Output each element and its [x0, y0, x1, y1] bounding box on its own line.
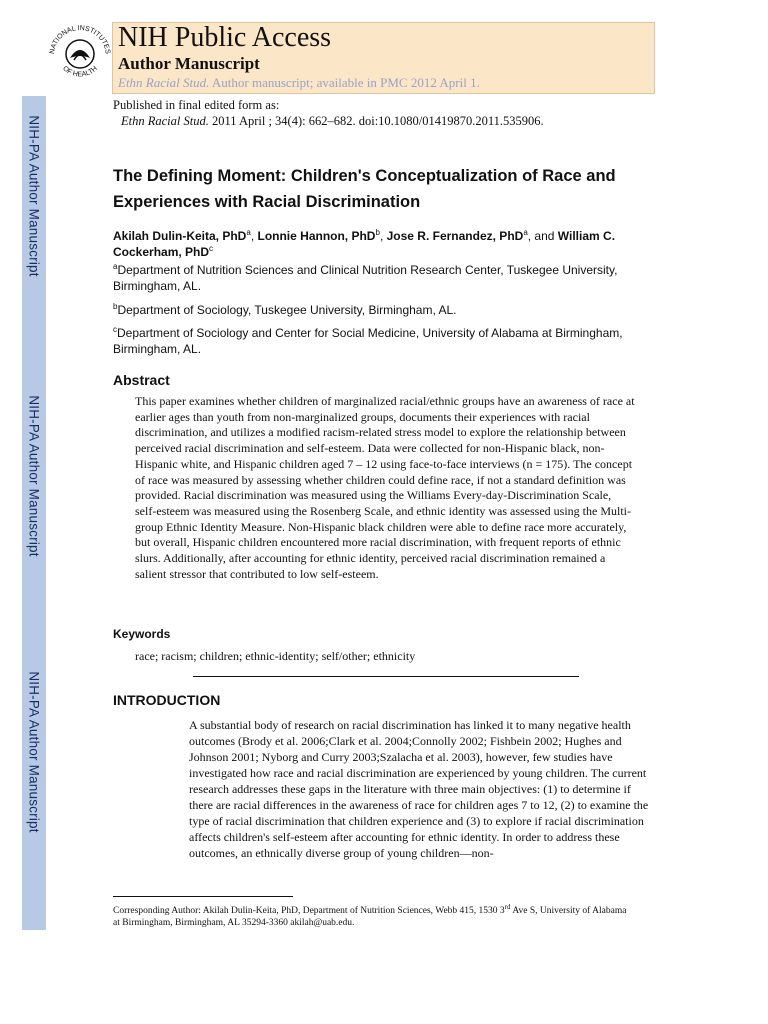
sidebar-label-2: NIH-PA Author Manuscript	[26, 395, 42, 557]
author-name: Jose R. Fernandez, PhD	[386, 229, 524, 243]
corresponding-author-footnote: Corresponding Author: Akilah Dulin-Keita, PhD, Department of Nutrition Sciences, Webb 415, 1530 3rd Ave S, University of Alabama at Birmingham, Birmingham, AL 35294-3360 akilah@uab.edu.	[113, 902, 627, 928]
footnote-divider	[113, 896, 293, 897]
section-divider	[193, 676, 579, 677]
author-name: Akilah Dulin-Keita, PhD	[113, 229, 247, 243]
sidebar-label-1: NIH-PA Author Manuscript	[26, 115, 42, 277]
citation-journal: Ethn Racial Stud.	[121, 114, 209, 128]
citation	[121, 114, 544, 129]
availability-text: Author manuscript; available in PMC 2012 April 1.	[211, 75, 480, 90]
published-label: Published in final edited form as:	[113, 98, 280, 112]
citation-details: 2011 April ; 34(4): 662–682. doi:10.1080/01419870.2011.535906.	[211, 114, 544, 128]
author-list: Akilah Dulin-Keita, PhD$^a$, Lonnie Hannon, PhD$^b$, Jose R. Fernandez, PhD$^a$, and William C. Cockerham, PhD$^c$	[113, 228, 616, 259]
author-affil-sup: c	[209, 244, 214, 253]
sidebar-label-3: NIH-PA Author Manuscript	[26, 671, 42, 833]
author-affil-sup: a	[523, 228, 528, 237]
author-affil-sup: a	[246, 228, 251, 237]
affiliation-c: $^c$Department of Sociology and Center for Social Medicine, University of Alabama at Birmingham, Birmingham, AL.	[113, 325, 623, 356]
keywords-heading: Keywords	[113, 627, 171, 641]
introduction-text: A substantial body of research on racial discrimination has linked it to many negative health outcomes (Brody et al. 2006;Clark et al. 2004;Connolly 2002; Fishbein 2002; Hughes and Johnson 2001; Nyborg and Curry 2003;Szalacha et al. 2003), however, few studies have investigated how race and racial discrimination are experienced by young children. The current research addresses these gaps in the literature with three main objectives: (1) to determine if there are racial differences in the awareness of race for children ages 7 to 12, (2) to examine the type of racial discrimination that children experience and (3) to explore if racial discrimination affects children's self-esteem after accounting for ethnic identity. In order to address these outcomes, an ethnically diverse group of young children—non-	[189, 718, 649, 860]
author-manuscript-label: Author Manuscript	[118, 54, 260, 73]
logo-text-top: NATIONAL INSTITUTES	[49, 24, 111, 55]
article-title: The Defining Moment: Children's Conceptualization of Race and Experiences with Racial Discrimination	[113, 167, 616, 211]
affiliation-b: $^b$Department of Sociology, Tuskegee University, Birmingham, AL.	[113, 302, 457, 317]
journal-name: Ethn Racial Stud.	[118, 75, 210, 90]
abstract-text: This paper examines whether children of marginalized racial/ethnic groups have an awareness of race at earlier ages than youth from non-marginalized groups, documents their experiences with racial discrimination, and utilizes a modified racism-related stress model to explore the relationship between perceived racial discrimination and self-esteem. Data were collected for non-Hispanic black, non-Hispanic white, and Hispanic children aged 7 – 12 using face-to-face interviews (n = 175). The concept of race was measured by assessing whether children could define race, if not a standard definition was provided. Racial discrimination was measured using the Williams Every-day-Discrimination Scale, self-esteem was measured using the Rosenberg Scale, and ethnic identity was assessed using the Multi-group Ethnic Identity Measure. Non-Hispanic black children were able to define race more accurately, but overall, Hispanic children encountered more racial discrimination, with frequent reports of ethnic slurs. Additionally, after accounting for ethnic identity, perceived racial discrimination remained a salient stressor that contributed to low self-esteem.	[135, 394, 635, 581]
author-affil-sup: b	[375, 228, 380, 237]
keywords-list: race; racism; children; ethnic-identity; self/other; ethnicity	[135, 649, 416, 663]
affiliation-a: $^a$Department of Nutrition Sciences and Clinical Nutrition Research Center, Tuskegee University, Birmingham, AL.	[113, 262, 618, 293]
logo-text-bottom: OF HEALTH	[61, 65, 99, 79]
nih-logo	[44, 16, 116, 88]
introduction-heading: INTRODUCTION	[113, 692, 221, 708]
nih-public-access-title: NIH Public Access	[118, 22, 332, 53]
abstract-heading: Abstract	[113, 372, 170, 388]
availability-line	[118, 75, 480, 91]
author-name: William C. Cockerham, PhD	[113, 229, 616, 259]
author-name: Lonnie Hannon, PhD	[257, 229, 376, 243]
